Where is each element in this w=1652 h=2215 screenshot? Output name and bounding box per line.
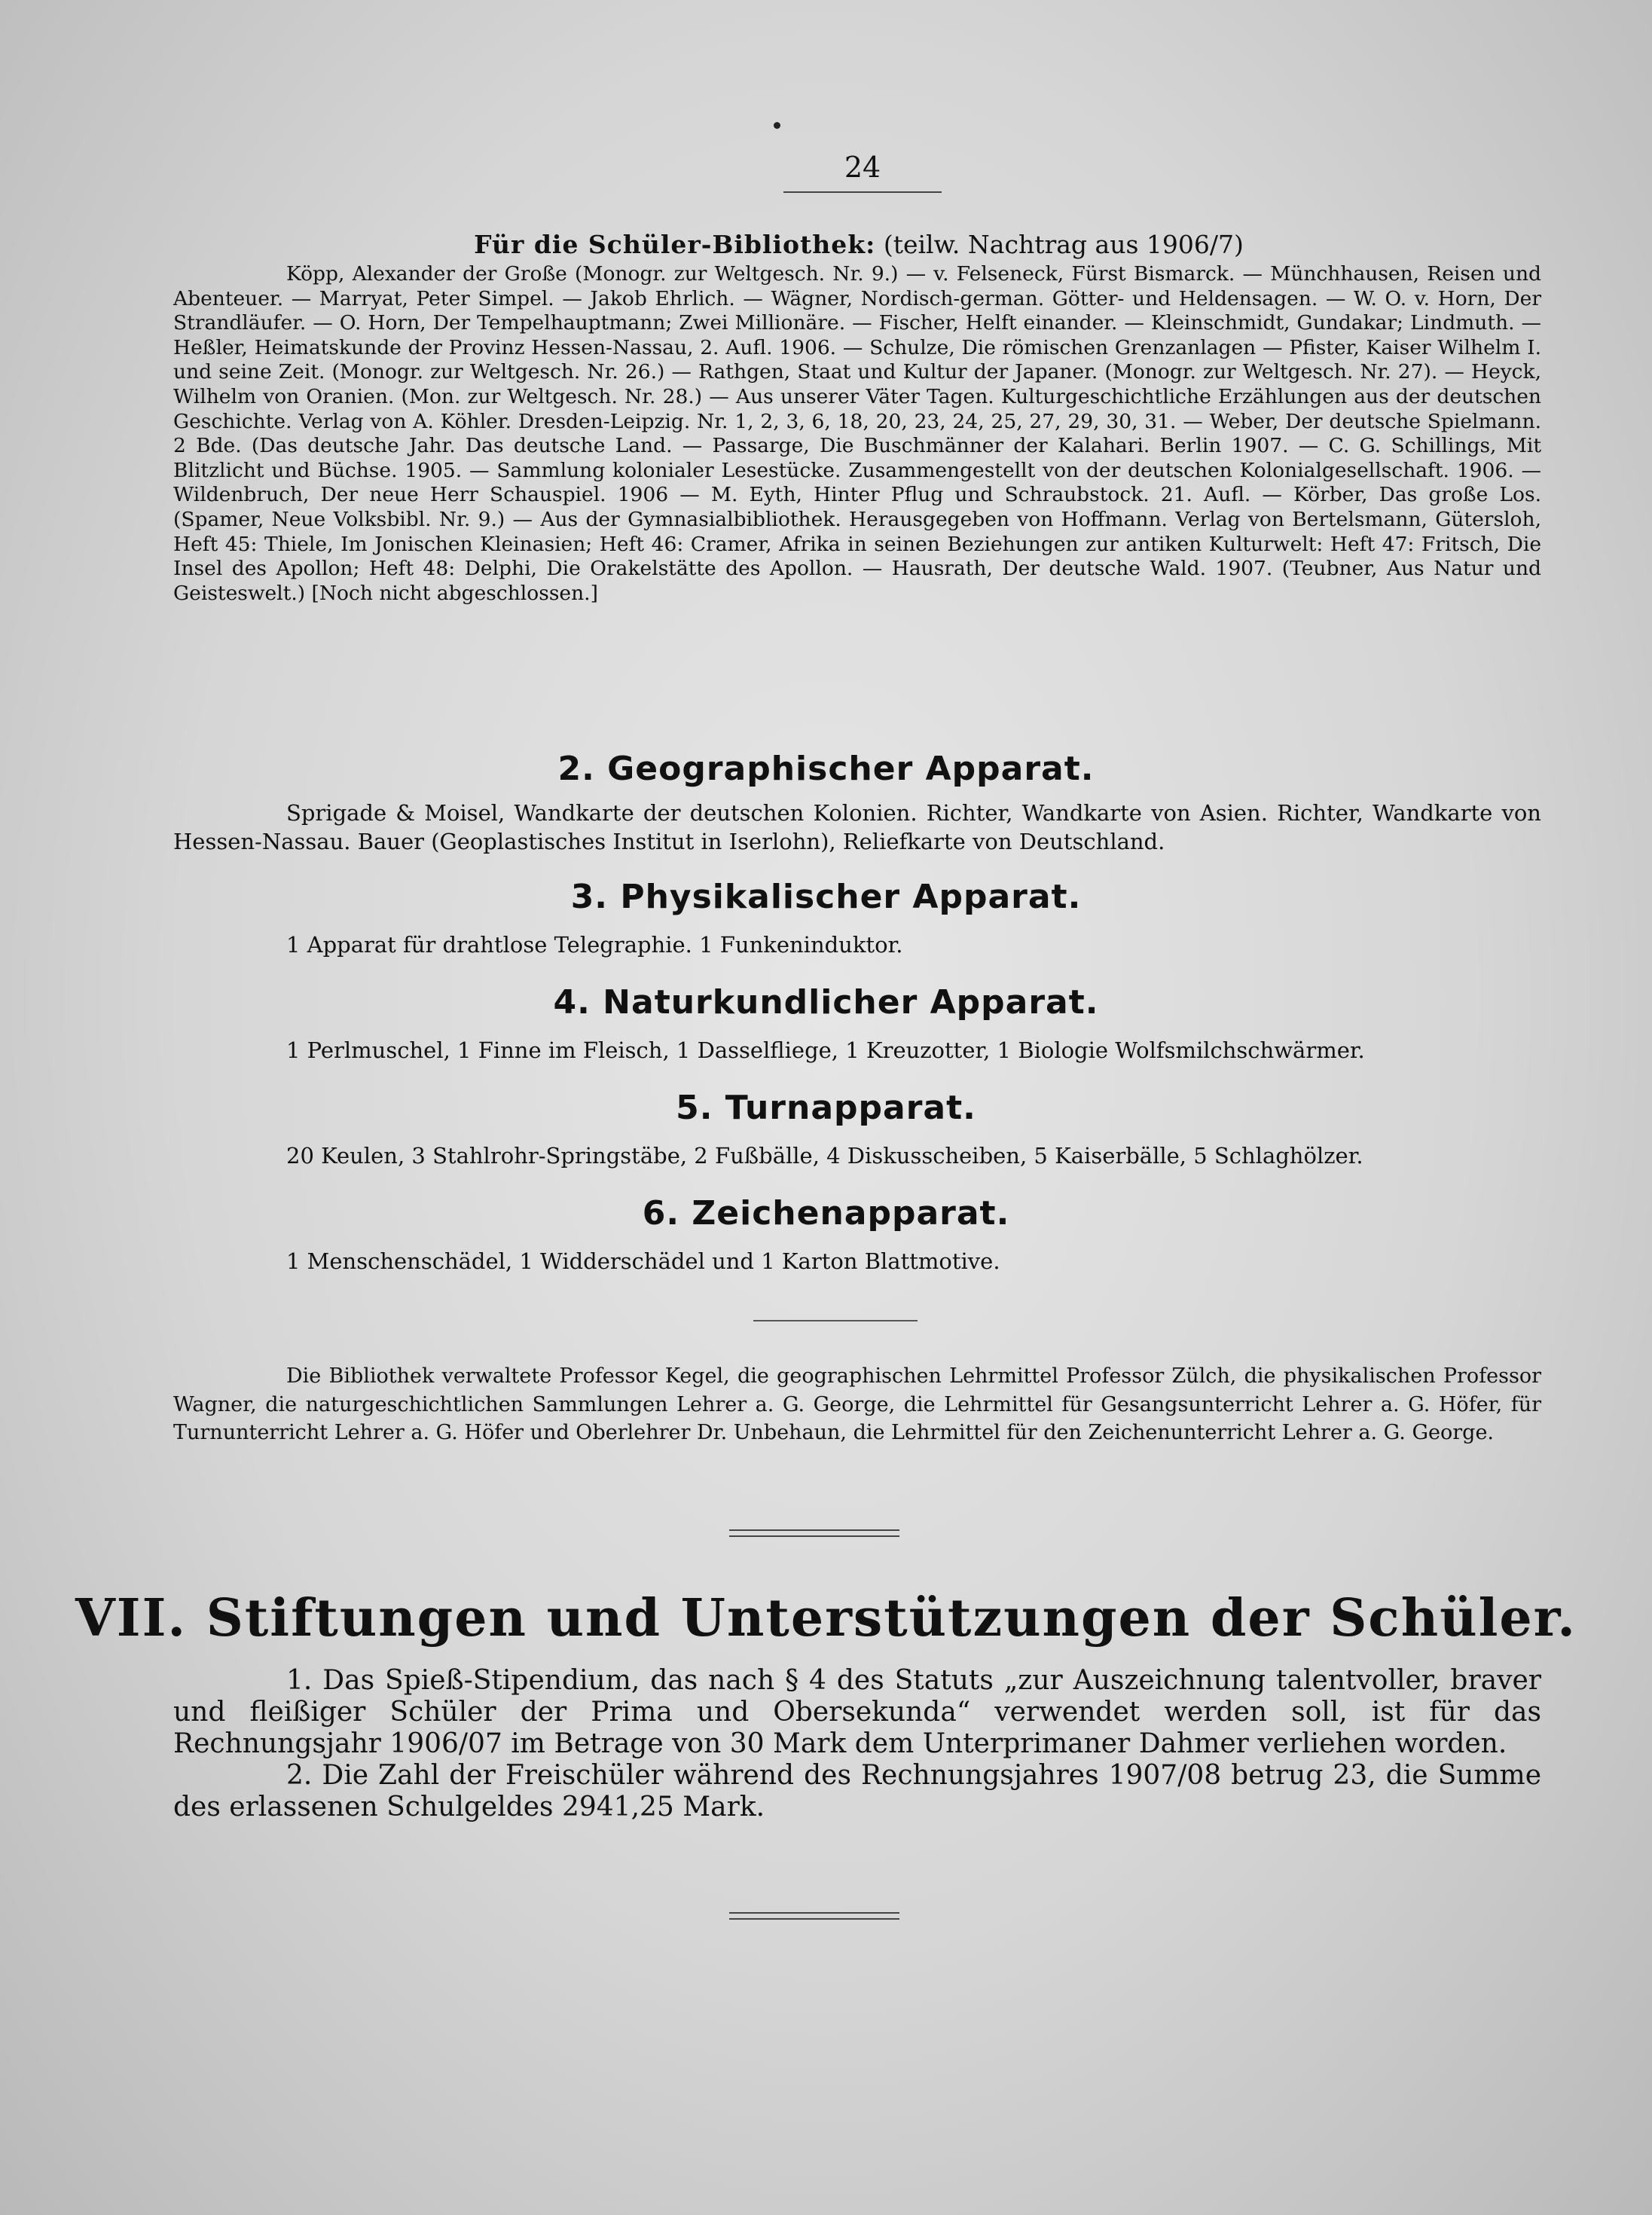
section-title-gym: 5. Turnapparat. [676,1089,976,1127]
section-title-geography: 2. Geographischer Apparat. [557,750,1095,788]
section-title-drawing: 6. Zeichenapparat. [642,1194,1010,1233]
section-title-nature: 4. Naturkundlicher Apparat. [553,983,1099,1022]
page-number: 24 [844,151,881,184]
section-text-drawing: 1 Menschenschädel, 1 Widderschädel und 1 Karton Blattmotive. [286,1248,1000,1274]
section-text-gym: 20 Keulen, 3 Stahlrohr-Springstäbe, 2 Fußbälle, 4 Diskusscheiben, 5 Kaiserbälle, 5 Schlaghölzer. [286,1143,1363,1169]
chapter-paragraph-1: 1. Das Spieß-Stipendium, das nach § 4 des Statuts „zur Auszeichnung talentvoller, braver und fleißiger Schüler der Prima und Obersekunda“ verwendet werden soll, ist für das Rechnungsjahr 1906/07 im Betrage von 30 Mark dem Unterprimaner Dahmer verliehen worden. [173,1665,1541,1759]
double-rule-upper [729,1529,899,1537]
chapter-paragraph-2: 2. Die Zahl der Freischüler während des Rechnungsjahres 1907/08 betrug 23, die Summe des erlassenen Schulgeldes 2941,25 Mark. [173,1760,1541,1822]
double-rule-lower [729,1912,899,1920]
chapter-body [173,1665,1541,1823]
section-text-physics: 1 Apparat für drahtlose Telegraphie. 1 Funkeninduktor. [286,932,903,958]
section-text-nature: 1 Perlmuschel, 1 Finne im Fleisch, 1 Dasselfliege, 1 Kreuzotter, 1 Biologie Wolfsmilchschwärmer. [286,1037,1365,1063]
ink-dot [774,122,780,129]
section-title-physics: 3. Physikalischer Apparat. [570,878,1082,916]
header-rule [783,191,942,193]
biblio-heading-bold: Für die Schüler-Bibliothek: [474,230,876,259]
chapter-title: VII. Stiftungen und Unterstützungen der Schüler. [75,1588,1577,1648]
section-text-geography: Sprigade & Moisel, Wandkarte der deutschen Kolonien. Richter, Wandkarte von Asien. Richter, Wandkarte von Hessen-Nassau. Bauer (Geoplastisches Institut in Iserlohn), Reliefkarte von Deutschland. [173,800,1541,854]
section-divider [753,1320,918,1321]
biblio-text: Köpp, Alexander der Große (Monogr. zur Weltgesch. Nr. 9.) — v. Felseneck, Fürst Bismarck. — Münchhausen, Reisen und Abenteuer. — Marryat, Peter Simpel. — Jakob Ehrlich. — Wägner, Nordisch-german. Götter- und Heldensagen. — W. O. v. Horn, Der Strandläufer. — O. Horn, Der Tempelhauptmann; Zwei Millionäre. — Fischer, Helft einander. — Kleinschmidt, Gundakar; Lindmuth. — Heßler, Heimatskunde der Provinz Hessen-Nassau, 2. Aufl. 1906. — Schulze, Die römischen Grenzanlagen — Pfister, Kaiser Wilhelm I. und seine Zeit. (Monogr. zur Weltgesch. Nr. 26.) — Rathgen, Staat und Kultur der Japaner. (Monogr. zur Weltgesch. Nr. 27). — Heyck, Wilhelm von Oranien. (Mon. zur Weltgesch. Nr. 28.) — Aus unserer Väter Tagen. Kulturgeschichtliche Erzählungen aus der deutschen Geschichte. Verlag von A. Köhler. Dresden-Leipzig. Nr. 1, 2, 3, 6, 18, 20, 23, 24, 25, 27, 29, 30, 31. — Weber, Der deutsche Spielmann. 2 Bde. (Das deutsche Jahr. Das deutsche Land. — Passarge, Die Buschmänner der Kalahari. Berlin 1907. — C. G. Schillings, Mit Blitzlicht und Büchse. 1905. — Sammlung kolonialer Lesestücke. Zusammengestellt von der deutschen Kolonialgesellschaft. 1906. — Wildenbruch, Der neue Herr Schauspiel. 1906 — M. Eyth, Hinter Pflug und Schraubstock. 21. Aufl. — Körber, Das große Los. (Spamer, Neue Volksbibl. Nr. 9.) — Aus der Gymnasialbibliothek. Herausgegeben von Hoffmann. Verlag von Bertelsmann, Gütersloh, Heft 45: Thiele, Im Jonischen Kleinasien; Heft 46: Cramer, Afrika in seinen Beziehungen zur antiken Kulturwelt: Heft 47: Fritsch, Die Insel des Apollon; Heft 48: Delphi, Die Orakelstätte des Apollon. — Hausrath, Der deutsche Wald. 1907. (Teubner, Aus Natur und Geisteswelt.) [Noch nicht abgeschlossen.] [173,262,1541,605]
admin-text: Die Bibliothek verwaltete Professor Kegel, die geographischen Lehrmittel Professor Zülch, die physikalischen Professor Wagner, die naturgeschichtlichen Sammlungen Lehrer a. G. George, die Lehrmittel für Gesangsunterricht Lehrer a. G. Höfer, für Turnunterricht Lehrer a. G. Höfer und Oberlehrer Dr. Unbehaun, die Lehrmittel für den Zeichenunterricht Lehrer a. G. George. [173,1364,1541,1444]
biblio-heading-rest: (teilw. Nachtrag aus 1906/7) [883,230,1244,259]
biblio-heading [226,230,1492,259]
